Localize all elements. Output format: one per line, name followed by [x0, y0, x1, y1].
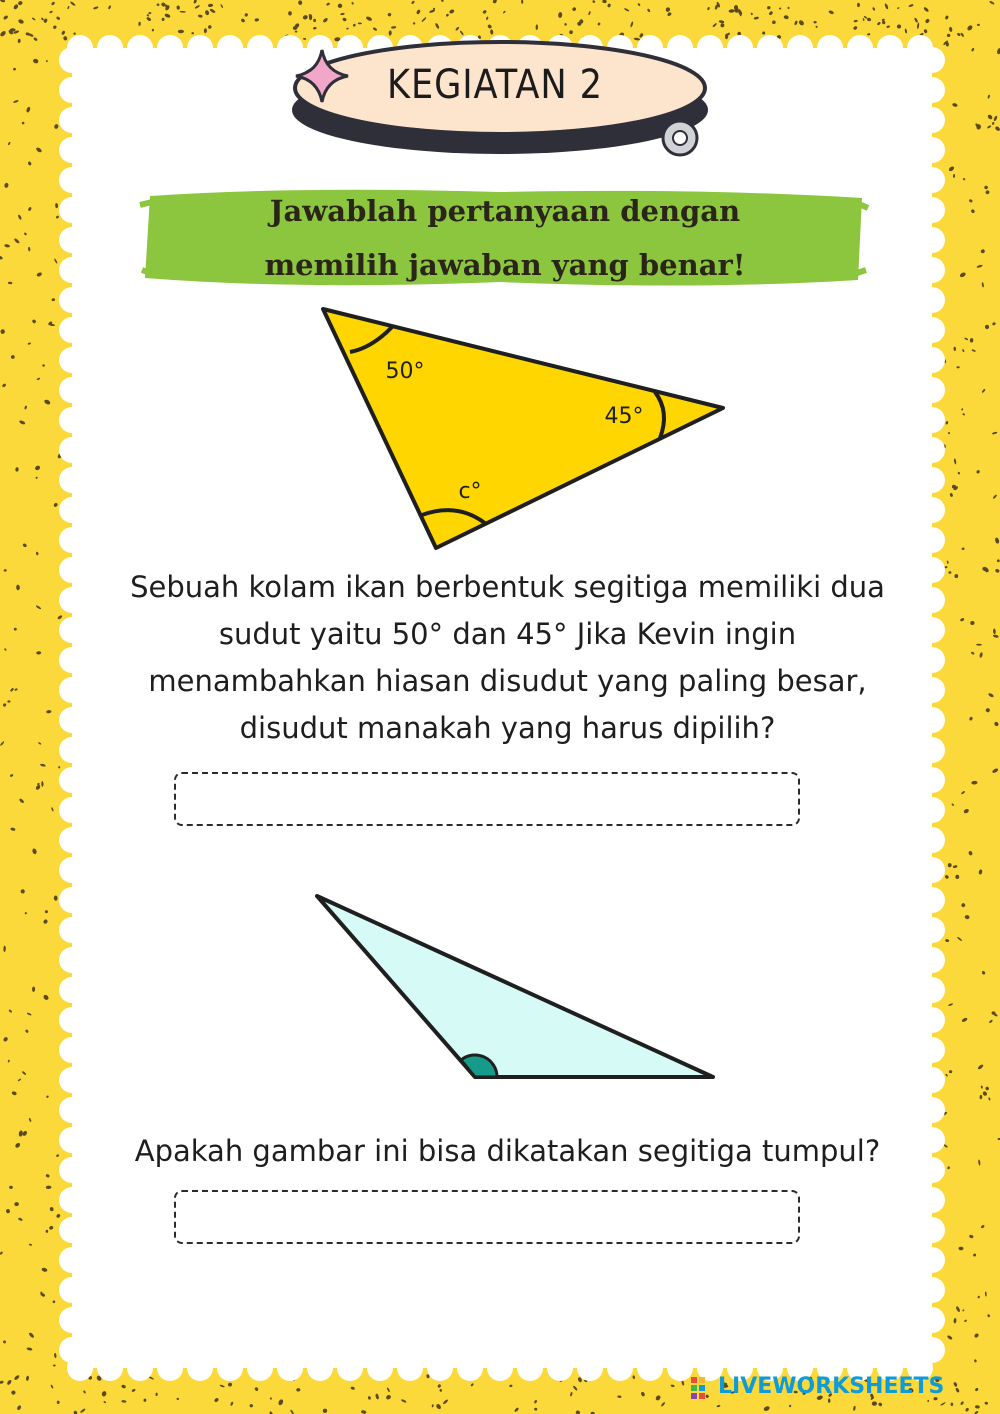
watermark-text: LIVEWORKSHEETS — [718, 1374, 945, 1399]
question-1-line-4: disudut manakah yang harus dipilih? — [239, 711, 776, 745]
answer-input-2[interactable] — [174, 1190, 800, 1244]
angle-label-c: c° — [458, 479, 482, 504]
question-2-text: Apakah gambar ini bisa dikatakan segitiga tumpul? — [134, 1134, 881, 1168]
page-title: KEGIATAN 2 — [387, 62, 603, 108]
watermark — [690, 1374, 990, 1404]
liveworksheets-logo-icon — [690, 1376, 714, 1400]
angle-label-50: 50° — [385, 359, 425, 384]
bolt-icon — [663, 121, 697, 155]
angle-label-45: 45° — [604, 404, 644, 429]
question-1-line-3: menambahkan hiasan disudut yang paling besar, — [148, 664, 867, 698]
instruction-line-2: memilih jawaban yang benar! — [264, 248, 746, 282]
question-1-line-1: Sebuah kolam ikan berbentuk segitiga memiliki dua — [130, 570, 885, 604]
question-1-line-2: sudut yaitu 50° dan 45° Jika Kevin ingin — [218, 617, 797, 651]
instruction-line-1: Jawablah pertanyaan dengan — [269, 194, 741, 228]
answer-input-1[interactable] — [174, 772, 800, 826]
